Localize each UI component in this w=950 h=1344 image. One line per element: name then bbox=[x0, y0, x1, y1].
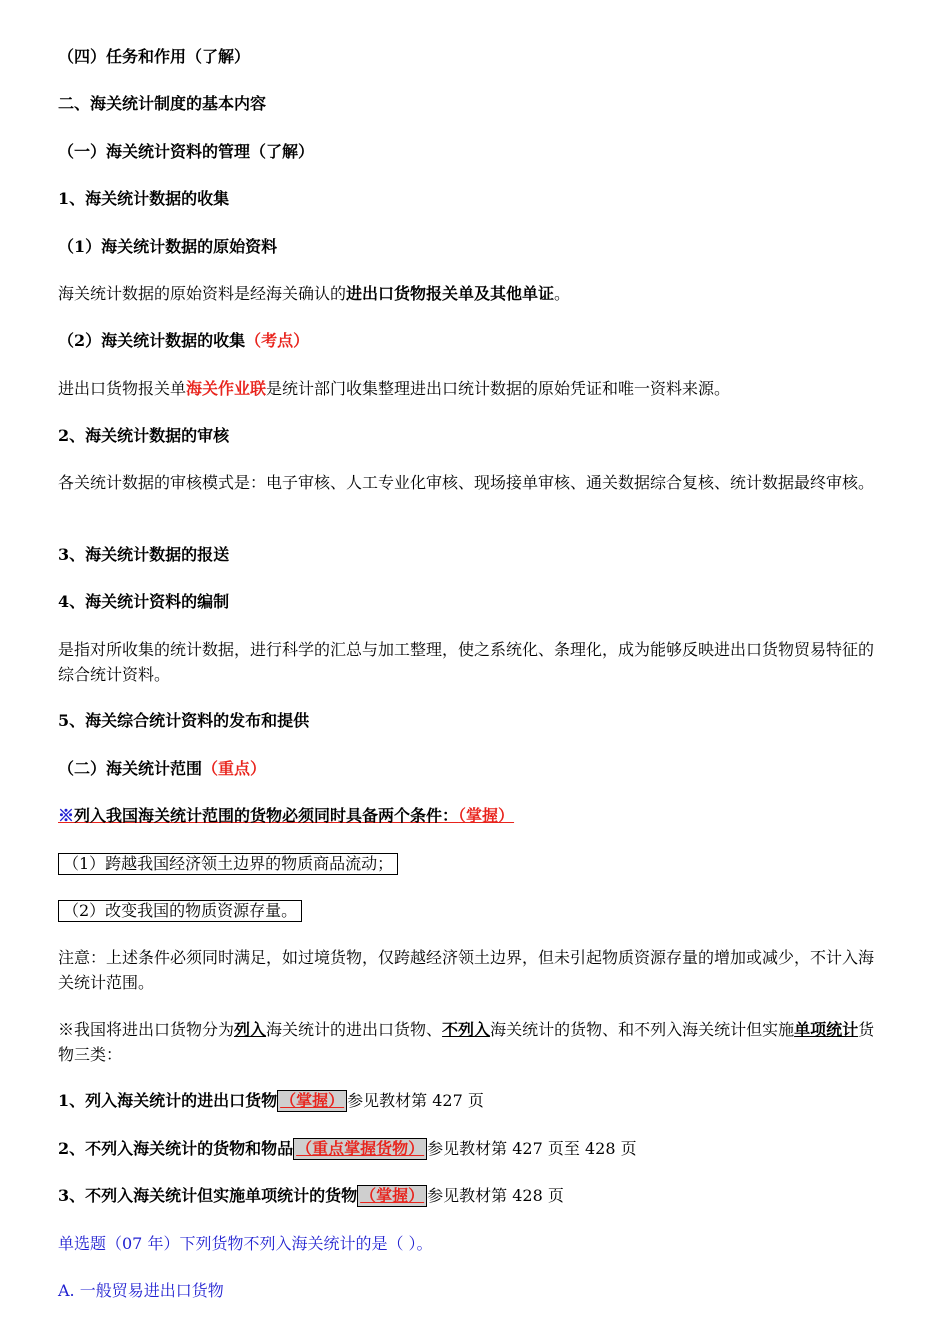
text: 货物三类： bbox=[58, 1020, 875, 1064]
conditions-heading bbox=[58, 803, 888, 828]
highlight-text: 海关作业联 bbox=[186, 379, 267, 398]
text: 是统计部门收集整理进出口统计数据的原始凭证和唯一资料来源。 bbox=[266, 379, 731, 398]
category-title: 2、不列入海关统计的货物和物品 bbox=[58, 1139, 294, 1158]
subsection-heading: 3、海关统计数据的报送 bbox=[58, 545, 230, 564]
exam-question: 单选题（07 年）下列货物不列入海关统计的是（ ）。 bbox=[58, 1234, 433, 1253]
key-point-tag: （考点） bbox=[245, 331, 310, 350]
condition-2 bbox=[58, 898, 888, 923]
page-reference: 参见教材第 427 页 bbox=[347, 1091, 484, 1110]
emphasis-text: 进出口货物报关单及其他单证 bbox=[346, 284, 555, 303]
item-heading bbox=[58, 328, 888, 353]
paragraph: 各关统计数据的审核模式是：电子审核、人工专业化审核、现场接单审核、通关数据综合复核、统计数据最终审核。 bbox=[58, 473, 875, 492]
category-3 bbox=[58, 1183, 888, 1208]
heading-text: 列入我国海关统计范围的货物必须同时具备两个条件： bbox=[74, 806, 459, 825]
key-point-tag: （重点） bbox=[202, 759, 267, 778]
subsection-heading: 4、海关统计资料的编制 bbox=[58, 592, 230, 611]
emphasis-text: 列入 bbox=[234, 1020, 267, 1039]
subsection-heading: 1、海关统计数据的收集 bbox=[58, 189, 230, 208]
emphasis-text: 不列入 bbox=[442, 1020, 491, 1039]
text: ※我国将进出口货物分为 bbox=[58, 1020, 235, 1039]
text: 海关统计的货物、和不列入海关统计但实施 bbox=[490, 1020, 795, 1039]
note-paragraph: 注意：上述条件必须同时满足，如过境货物，仅跨越经济领土边界，但未引起物质资源存量的增加或减少，不计入海关统计范围。 bbox=[58, 948, 875, 992]
emphasis-text: 单项统计 bbox=[794, 1020, 859, 1039]
section-heading-2 bbox=[58, 756, 888, 781]
category-1 bbox=[58, 1088, 888, 1113]
heading-text: （二）海关统计范围 bbox=[58, 759, 203, 778]
boxed-text: （1）跨越我国经济领土边界的物质商品流动； bbox=[58, 853, 398, 875]
section-heading-4: （四）任务和作用（了解） bbox=[58, 47, 251, 66]
category-title: 3、不列入海关统计但实施单项统计的货物 bbox=[58, 1186, 358, 1205]
category-title: 1、列入海关统计的进出口货物 bbox=[58, 1091, 278, 1110]
chapter-heading: 二、海关统计制度的基本内容 bbox=[58, 94, 267, 113]
paragraph bbox=[58, 376, 888, 401]
condition-1 bbox=[58, 851, 888, 876]
reference-mark: ※ bbox=[58, 806, 75, 825]
text: 海关统计数据的原始资料是经海关确认的 bbox=[58, 284, 347, 303]
page-reference: 参见教材第 427 页至 428 页 bbox=[427, 1139, 637, 1158]
text: 海关统计的进出口货物、 bbox=[266, 1020, 443, 1039]
paragraph bbox=[58, 281, 888, 306]
heading-text: （2）海关统计数据的收集 bbox=[58, 331, 246, 350]
category-2 bbox=[58, 1136, 888, 1161]
answer-option-a: A. 一般贸易进出口货物 bbox=[58, 1281, 224, 1300]
item-heading: （1）海关统计数据的原始资料 bbox=[58, 237, 278, 256]
text: 进出口货物报关单 bbox=[58, 379, 187, 398]
classification-paragraph bbox=[58, 1017, 888, 1067]
text: 。 bbox=[554, 284, 571, 303]
subsection-heading: 5、海关综合统计资料的发布和提供 bbox=[58, 711, 310, 730]
boxed-text: （2）改变我国的物质资源存量。 bbox=[58, 900, 302, 922]
subsection-heading: 2、海关统计数据的审核 bbox=[58, 426, 230, 445]
section-heading-1: （一）海关统计资料的管理（了解） bbox=[58, 142, 315, 161]
paragraph: 是指对所收集的统计数据，进行科学的汇总与加工整理，使之系统化、条理化，成为能够反映进出口货物贸易特征的综合统计资料。 bbox=[58, 640, 875, 684]
key-point-tag: （重点掌握货物） bbox=[293, 1138, 427, 1160]
key-point-tag: （掌握） bbox=[357, 1185, 427, 1207]
page-reference: 参见教材第 428 页 bbox=[427, 1186, 564, 1205]
key-point-tag: （掌握） bbox=[458, 806, 515, 825]
key-point-tag: （掌握） bbox=[277, 1090, 347, 1112]
